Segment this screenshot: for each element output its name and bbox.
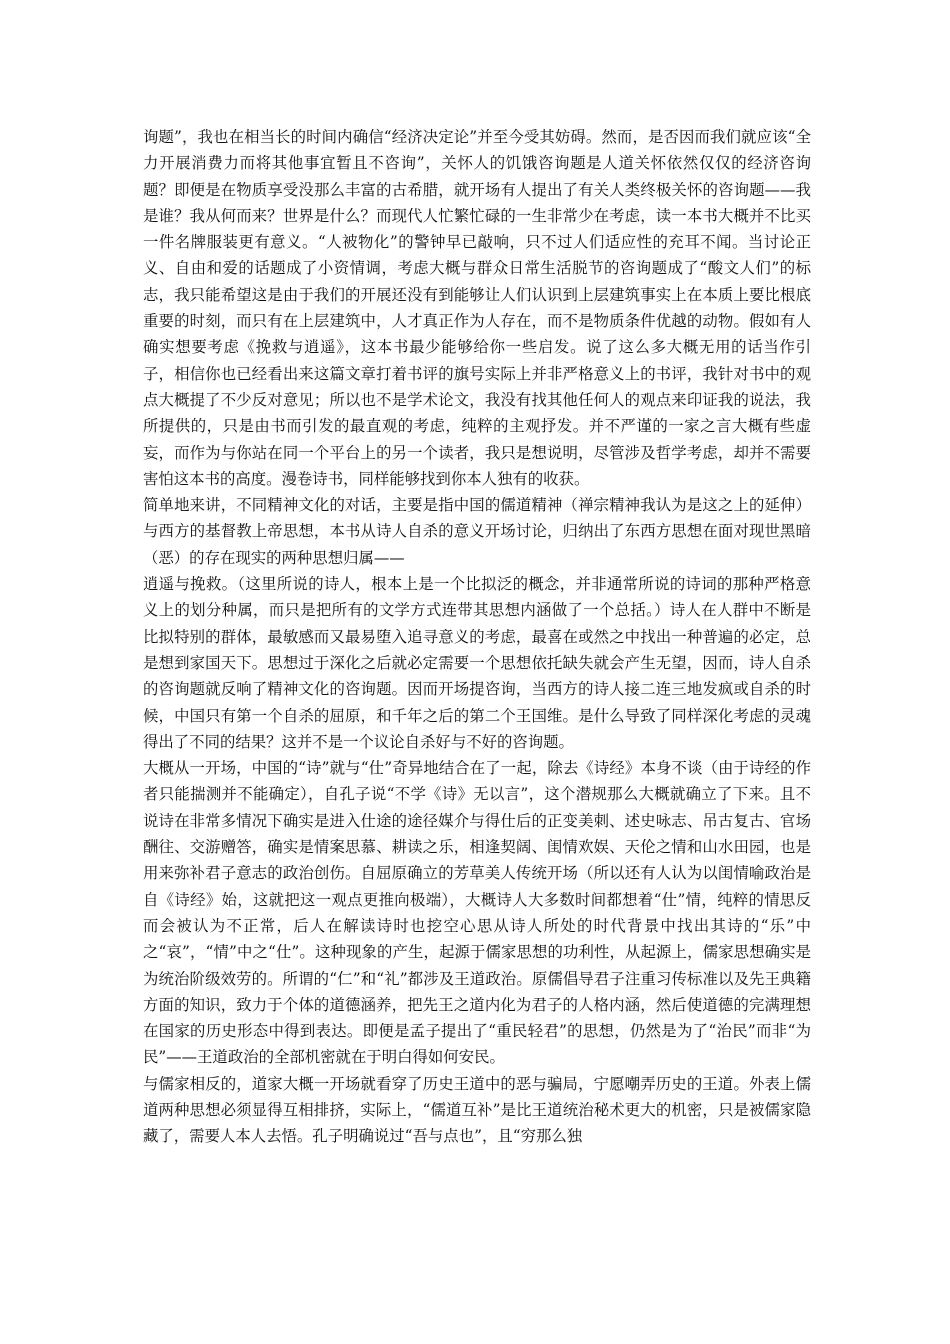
paragraph: 询题”，我也在相当长的时间内确信“经济决定论”并至今受其妨碍。然而，是否因而我们就应该“全力开展消费力而将其他事宜暂且不咨询”，关怀人的饥饿咨询题是人道关怀依然仅仅的经济咨询题？即便是在物质享受没那么丰富的古希腊，就开场有人提出了有关人类终极关怀的咨询题——我是谁？我从何而来？世界是什么？而现代人忙繁忙碌的一生非常少在考虑，读一本书大概并不比买一件名牌服装更有意义。“人被物化”的警钟早已敲响，只不过人们适应性的充耳不闻。当讨论正义、自由和爱的话题成了小资情调，考虑大概与群众日常生活脱节的咨询题成了“酸文人们”的标志，我只能希望这是由于我们的开展还没有到能够让人们认识到上层建筑事实上在本质上要比根底重要的时刻，而只有在上层建筑中，人才真正作为人存在，而不是物质条件优越的动物。假如有人确实想要考虑《挽救与逍遥》，这本书最少能够给你一些启发。说了这么多大概无用的话当作引子，相信你也已经看出来这篇文章打着书评的旗号实际上并非严格意义上的书评，我针对书中的观点大概提了不少反对意见；所以也不是学术论文，我没有找其他任何人的观点来印证我的说法，我所提供的，只是由书而引发的最直观的考虑，纯粹的主观抒发。并不严谨的一家之言大概有些虚妄，而作为与你站在同一个平台上的另一个读者，我只是想说明，尽管涉及哲学考虑，却并不需要害怕这本书的高度。漫卷诗书，同样能够找到你本人独有的收获。 bbox=[143, 128, 811, 488]
paragraph: 大概从一开场，中国的“诗”就与“仕”奇异地结合在了一起，除去《诗经》本身不谈（由于诗经的作者只能揣测并不能确定），自孔子说“不学《诗》无以言”，这个潜规那么大概就确立了下来。且不说诗在非常多情况下确实是进入仕途的途径媒介与得仕后的正变美刺、述史咏志、吊古复古、官场酬往、交游赠答，确实是情案思慕、耕读之乐，相逢契阔、闺情欢娱、天伦之情和山水田园，也是用来弥补君子意志的政治创伤。自屈原确立的芳草美人传统开场（所以还有人认为以闺情喻政治是自《诗经》始，这就把这一观点更推向极端），大概诗人大多数时间都想着“仕”情，纯粹的情思反而会被认为不正常，后人在解读诗时也挖空心思从诗人所处的时代背景中找出其诗的“乐”中之“哀”，“情”中之“仕”。这种现象的产生，起源于儒家思想的功利性，从起源上，儒家思想确实是为统治阶级效劳的。所谓的“仁”和“礼”都涉及王道政治。原儒倡导君子注重习传标准以及先王典籍方面的知识，致力于个体的道德涵养，把先王之道内化为君子的人格内涵，然后使道德的完满理想在国家的历史形态中得到表达。即便是孟子提出了“重民轻君”的思想，仍然是为了“治民”而非“为民”——王道政治的全部机密就在于明白得如何安民。 bbox=[143, 759, 811, 1067]
paragraph: 与儒家相反的，道家大概一开场就看穿了历史王道中的恶与骗局，宁愿嘲弄历史的王道。外表上儒道两种思想必须显得互相排挤，实际上，“儒道互补”是比王道统治秘术更大的机密，只是被儒家隐藏了，需要人本人去悟。孔子明确说过“吾与点也”，且“穷那么独 bbox=[143, 1074, 811, 1146]
paragraph: 简单地来讲，不同精神文化的对话，主要是指中国的儒道精神（禅宗精神我认为是这之上的延伸）与西方的基督教上帝思想，本书从诗人自杀的意义开场讨论，归纳出了东西方思想在面对现世黑暗（恶）的存在现实的两种思想归属—— bbox=[143, 496, 811, 567]
document-page bbox=[143, 124, 811, 1150]
paragraph: 逍遥与挽救。（这里所说的诗人，根本上是一个比拟泛的概念，并非通常所说的诗词的那种严格意义上的划分种属，而只是把所有的文学方式连带其思想内涵做了一个总括。）诗人在人群中不断是比拟特别的群体，最敏感而又最易堕入追寻意义的考虑，最喜在或然之中找出一种普遍的必定，总是想到家国天下。思想过于深化之后就必定需要一个思想依托缺失就会产生无望，因而，诗人自杀的咨询题就反响了精神文化的咨询题。因而开场提咨询，当西方的诗人接二连三地发疯或自杀的时候，中国只有第一个自杀的屈原，和千年之后的第二个王国维。是什么导致了同样深化考虑的灵魂得出了不同的结果？这并不是一个议论自杀好与不好的咨询题。 bbox=[143, 575, 811, 751]
